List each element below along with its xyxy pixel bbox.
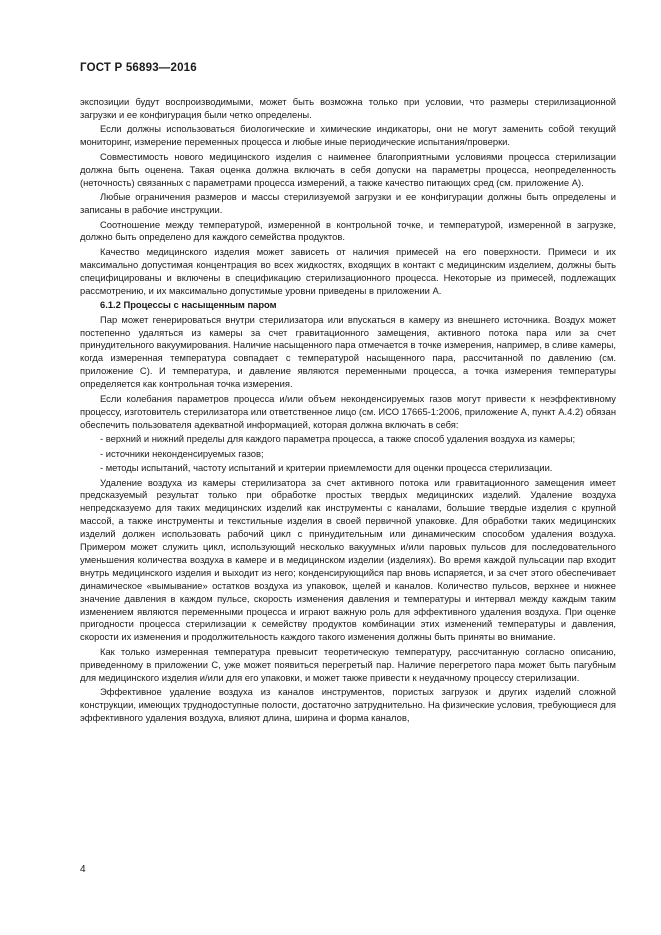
paragraph: Качество медицинского изделия может зависеть от наличия примесей на его поверхности. Примеси и их максимально допустимая концентрация во всех жидкостях, входящих в контакт с медицинским изделием, должны быть специфицированы и включены в спецификацию стерилизационного процесса. Некоторые из примесей, подлежащих рассмотрению, и их максимально допустимые уровни приведены в приложении А. [80, 245, 616, 296]
paragraph: Как только измеренная температура превысит теоретическую температуру, рассчитанную согласно описанию, приведенному в приложении С, уже может появиться перегретый пар. Наличие перегретого пара может быть пагубным для медицинского изделия и/или для его упаковки, и может также привести к неудачному процессу стерилизации. [80, 645, 616, 683]
paragraph: Пар может генерироваться внутри стерилизатора или впускаться в камеру из внешнего источника. Воздух может постепенно удаляться из камеры за счет гравитационного замещения, активного потока пара или за счет принудительного вакуумирования. Наличие насыщенного пара отмечается в точке измерения, например, в сливе камеры, когда измеренная температура совпадает с температурой насыщенного пара, рассчитанной по давлению (см. приложение С). И температура, и давление являются переменными процесса, а точка измерения температуры определяется как контрольная точка измерения. [80, 313, 616, 390]
paragraph: Удаление воздуха из камеры стерилизатора за счет активного потока или гравитационного замещения имеет предсказуемый результат только при обработке простых твердых медицинских изделий. Удаление воздуха непредсказуемо для таких медицинских изделий как инструменты с каналами, большие твердые изделия с крупной массой, а также инструменты и текстильные изделия в своей первичной упаковке. Для обработки таких медицинских изделий должен использовать рабочий цикл с принудительным или динамическим способом удаления воздуха. Примером может служить цикл, использующий несколько вакуумных и/или паровых пульсов для последовательного уменьшения количества воздуха в камере и в медицинском изделии (изделиях). Во время каждой пульсации пар входит внутрь медицинского изделия и выходит из него; конденсирующийся пар вновь испаряется, и за счет этого обеспечивает динамическое «вымывание» остатков воздуха из упаковок, щелей и каналов. Количество пульсов, верхнее и нижнее значение давления в каждом пульсе, скорость изменения давления и температуры и интервал между каждым таким изменением являются переменными процесса и играют важную роль для эффективного удаления воздуха. При оценке пригодности процесса стерилизации к семейству продуктов комбинации этих изменений температуры и давления, скорости их изменения и продолжительность каждого такого изменения должны быть приняты во внимание. [80, 476, 616, 643]
paragraph: Если должны использоваться биологические и химические индикаторы, они не могут заменить собой текущий мониторинг, измерение переменных процесса и любые иные периодические испытания/проверки. [80, 123, 616, 148]
paragraph: Если колебания параметров процесса и/или объем неконденсируемых газов могут привести к неэффективному процессу, изготовитель стерилизатора или ответственное лицо (см. ИСО 17665-1:2006, приложение А, пункт А.4.2) обязан обеспечить пользователя адекватной информацией, которая должна включать в себя: [80, 392, 616, 430]
paragraph: Совместимость нового медицинского изделия с наименее благоприятными условиями процесса стерилизации должна быть оценена. Такая оценка должна включать в себя допуски на параметры процесса, неопределенность (неточность) связанных с параметрами процесса измерений, а также качество питающих сред (см. приложение А). [80, 150, 616, 188]
paragraph: экспозиции будут воспроизводимыми, может быть возможна только при условии, что размеры стерилизационной загрузки и ее конфигурация были четко определены. [80, 96, 616, 120]
paragraph: Эффективное удаление воздуха из каналов инструментов, пористых загрузок и других изделий сложной конструкции, имеющих труднодоступные полости, достаточно затруднительно. На физические условия, требующиеся для эффективного удаления воздуха, влияют длина, ширина и форма каналов, [80, 686, 616, 723]
paragraph: Соотношение между температурой, измеренной в контрольной точке, и температурой, измеренной в загрузке, должно быть определено для каждого семейства продуктов. [80, 218, 616, 243]
list-item: - источники неконденсируемых газов; [100, 447, 264, 459]
page-number: 4 [80, 864, 86, 875]
standard-header: ГОСТ Р 56893—2016 [80, 62, 197, 74]
paragraph: Любые ограничения размеров и массы стерилизуемой загрузки и ее конфигурации должны быть определены и записаны в рабочие инструкции. [80, 191, 616, 216]
list-item: - верхний и нижний пределы для каждого параметра процесса, а также способ удаления воздуха из камеры; [100, 433, 576, 444]
body-text [80, 96, 616, 727]
list-item: - методы испытаний, частоту испытаний и критерии приемлемости для оценки процесса стерилизации. [100, 462, 553, 473]
section-heading: 6.1.2 Процессы с насыщенным паром [100, 299, 277, 311]
